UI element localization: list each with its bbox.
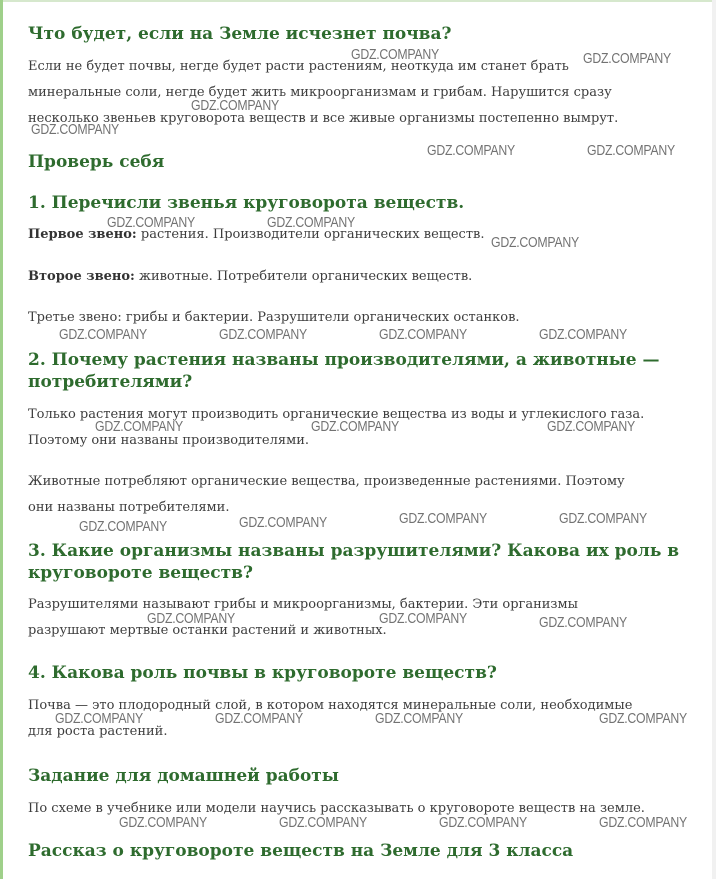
- watermark: GDZ.COMPANY: [439, 814, 527, 831]
- q1-first-link: [28, 222, 484, 248]
- watermark: GDZ.COMPANY: [191, 97, 279, 114]
- q1-first-label: Первое звено:: [28, 227, 137, 242]
- q3-answer-line-2: разрушают мертвые останки растений и животных.: [28, 623, 387, 638]
- homework-text: По схеме в учебнике или модели научись рассказывать о круговороте веществ на земле.: [28, 801, 645, 816]
- watermark: GDZ.COMPANY: [219, 326, 307, 343]
- watermark: GDZ.COMPANY: [539, 614, 627, 631]
- watermark: GDZ.COMPANY: [311, 418, 399, 435]
- watermark: GDZ.COMPANY: [55, 710, 143, 727]
- question-2-heading-line-1: 2. Почему растения названы производителями, а животные —: [28, 350, 660, 370]
- watermark: GDZ.COMPANY: [31, 121, 119, 138]
- question-3-heading-line-2: круговороте веществ?: [28, 563, 253, 583]
- watermark: GDZ.COMPANY: [491, 234, 579, 251]
- heading-soil-disappears: Что будет, если на Земле исчезнет почва?: [28, 24, 452, 44]
- watermark: GDZ.COMPANY: [599, 814, 687, 831]
- intro-line-2: минеральные соли, негде будет жить микроорганизмам и грибам. Нарушится сразу: [28, 85, 612, 100]
- top-border: [0, 0, 716, 2]
- q2-answer2-line-2: они названы потребителями.: [28, 500, 230, 515]
- watermark: GDZ.COMPANY: [587, 142, 675, 159]
- watermark: GDZ.COMPANY: [119, 814, 207, 831]
- q4-answer-line-1: Почва — это плодородный слой, в котором находятся минеральные соли, необходимые: [28, 698, 633, 713]
- q1-second-label: Второе звено:: [28, 269, 135, 284]
- question-1-heading: 1. Перечисли звенья круговорота веществ.: [28, 193, 465, 213]
- intro-line-3: несколько звеньев круговорота веществ и все живые организмы постепенно вымрут.: [28, 111, 619, 126]
- watermark: GDZ.COMPANY: [215, 710, 303, 727]
- watermark: GDZ.COMPANY: [107, 214, 195, 231]
- watermark: GDZ.COMPANY: [559, 510, 647, 527]
- question-2-heading-line-2: потребителями?: [28, 372, 193, 392]
- watermark: GDZ.COMPANY: [599, 710, 687, 727]
- q1-second-text: животные. Потребители органических веществ.: [134, 269, 473, 284]
- q2-answer2-line-1: Животные потребляют органические вещества, произведенные растениями. Поэтому: [28, 474, 625, 489]
- q2-answer1-line-2: Поэтому они названы производителями.: [28, 433, 309, 448]
- watermark: GDZ.COMPANY: [427, 142, 515, 159]
- watermark: GDZ.COMPANY: [375, 710, 463, 727]
- intro-line-1: Если не будет почвы, негде будет расти растениям, неоткуда им станет брать: [28, 59, 569, 74]
- heading-check-yourself: Проверь себя: [28, 152, 165, 172]
- watermark: GDZ.COMPANY: [539, 326, 627, 343]
- watermark: GDZ.COMPANY: [267, 214, 355, 231]
- watermark: GDZ.COMPANY: [79, 518, 167, 535]
- watermark: GDZ.COMPANY: [239, 514, 327, 531]
- watermark: GDZ.COMPANY: [95, 418, 183, 435]
- q3-answer-line-1: Разрушителями называют грибы и микроорганизмы, бактерии. Эти организмы: [28, 597, 578, 612]
- homework-heading: Задание для домашней работы: [28, 766, 339, 786]
- q1-second-link: [28, 264, 472, 290]
- q4-answer-line-2: для роста растений.: [28, 724, 168, 739]
- left-accent-border: [0, 0, 3, 879]
- watermark: GDZ.COMPANY: [59, 326, 147, 343]
- q2-answer1-line-1: Только растения могут производить органические вещества из воды и углекислого газа.: [28, 407, 645, 422]
- watermark: GDZ.COMPANY: [583, 50, 671, 67]
- q1-third-link: Третье звено: грибы и бактерии. Разрушители органических останков.: [28, 310, 520, 325]
- q1-first-text: растения. Производители органических веществ.: [136, 227, 485, 242]
- watermark: GDZ.COMPANY: [279, 814, 367, 831]
- story-heading: Рассказ о круговороте веществ на Земле для 3 класса: [28, 841, 574, 861]
- question-3-heading-line-1: 3. Какие организмы названы разрушителями? Какова их роль в: [28, 541, 680, 561]
- watermark: GDZ.COMPANY: [399, 510, 487, 527]
- watermark: GDZ.COMPANY: [379, 326, 467, 343]
- watermark: GDZ.COMPANY: [547, 418, 635, 435]
- question-4-heading: 4. Какова роль почвы в круговороте веществ?: [28, 663, 497, 683]
- watermark: GDZ.COMPANY: [147, 610, 235, 627]
- watermark: GDZ.COMPANY: [379, 610, 467, 627]
- watermark: GDZ.COMPANY: [351, 46, 439, 63]
- right-scroll-edge: [712, 0, 716, 879]
